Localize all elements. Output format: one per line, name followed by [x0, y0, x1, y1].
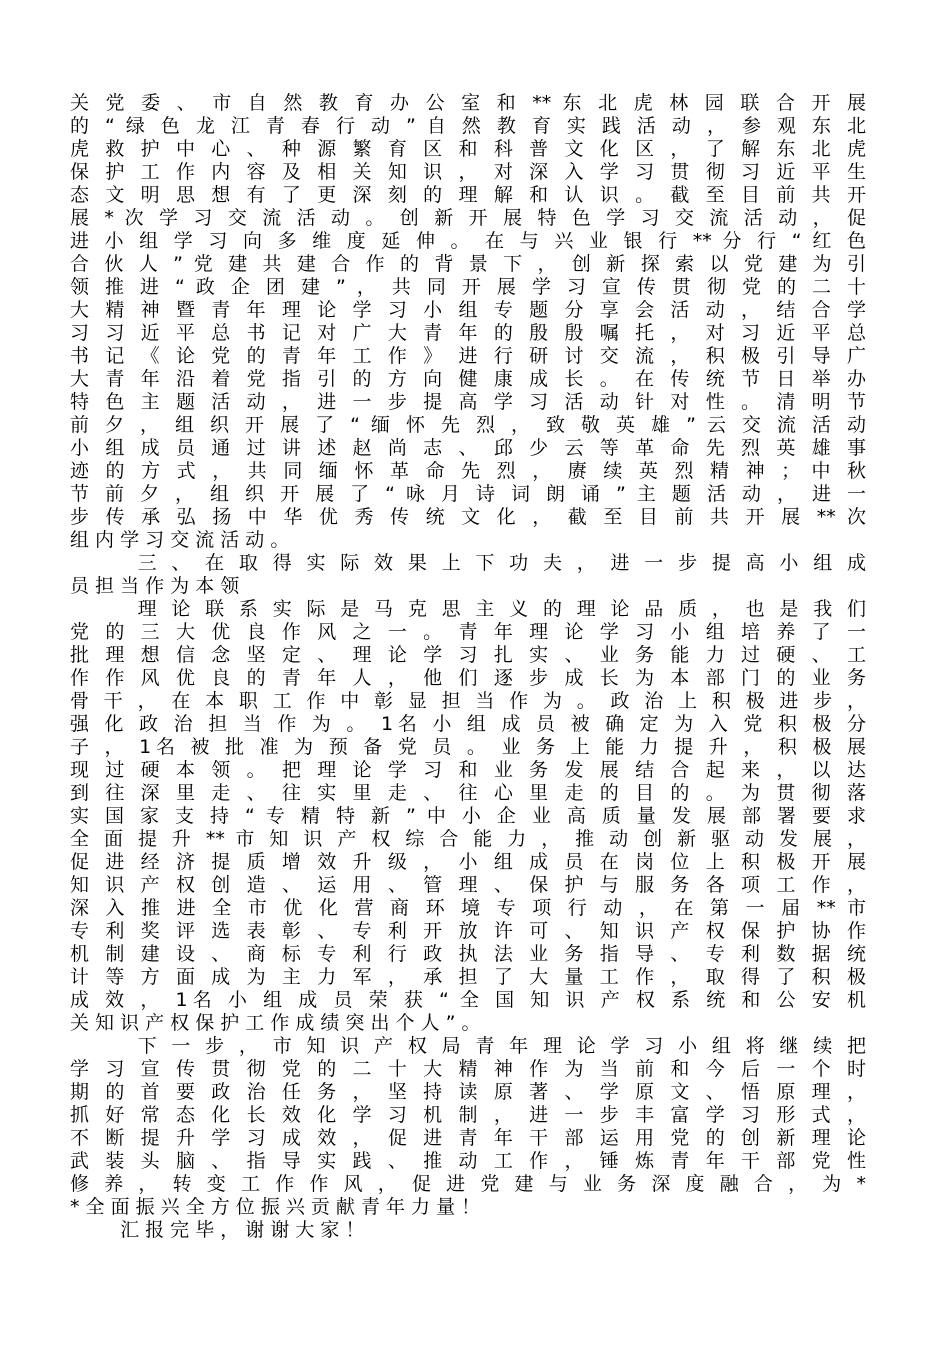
text-line: 骨 干 ， 在 本 职 工 作 中 彰 显 担 当 作 为 。 政 治 上 积 极 进 步 ， [70, 690, 866, 712]
text-line: 专 利 奖 评 选 表 彰 、 专 利 开 放 许 可 、 知 识 产 权 保 护 协 作 [70, 920, 866, 942]
text-line: 组 内 学 习 交 流 活 动 。 [70, 529, 290, 551]
text-line: 抓 好 常 态 化 长 效 化 学 习 机 制 ， 进 一 步 丰 富 学 习 形 式 ， [70, 1104, 866, 1126]
text-line: 作 作 风 优 良 的 青 年 人 ， 他 们 逐 步 成 长 为 本 部 门 的 业 务 [70, 667, 866, 689]
text-line: 知 识 产 权 创 造 、 运 用 、 管 理 、 保 护 与 服 务 各 项 工 作 ， [70, 874, 866, 896]
text-line: 武 装 头 脑 、 指 导 实 践 、 推 动 工 作 ， 锤 炼 青 年 干 部 党 性 [70, 1150, 866, 1172]
text-line: 步 传 承 弘 扬 中 华 优 秀 传 统 文 化 ， 截 至 目 前 共 开 展 ** 次 [70, 506, 866, 528]
text-line: 批 理 想 信 念 坚 定 、 理 论 学 习 扎 实 、 业 务 能 力 过 硬 、 工 [70, 644, 866, 666]
text-line: 迹 的 方 式 ， 共 同 缅 怀 革 命 先 烈 ， 赓 续 英 烈 精 神 ； 中 秋 [70, 460, 866, 482]
text-line: 促 进 经 济 提 质 增 效 升 级 ， 小 组 成 员 在 岗 位 上 积 极 开 展 [70, 851, 866, 873]
text-line: 的 “ 绿 色 龙 江 青 春 行 动 ” 自 然 教 育 实 践 活 动 ， 参 观 东 北 [70, 115, 866, 137]
text-line: 深 入 推 进 全 市 优 化 营 商 环 境 专 项 行 动 ， 在 第 一 届 ** 市 [70, 897, 866, 919]
text-line: 展 * 次 学 习 交 流 活 动 。 创 新 开 展 特 色 学 习 交 流 活 动 ， 促 [70, 207, 866, 229]
text-line: 学 习 宣 传 贯 彻 党 的 二 十 大 精 神 作 为 当 前 和 今 后 一 个 时 [70, 1058, 866, 1080]
text-line: 成 效 ， 1名 小 组 成 员 荣 获 “ 全 国 知 识 产 权 系 统 和 公 安 机 [70, 989, 866, 1011]
text-line: 机 制 建 设 、 商 标 专 利 行 政 执 法 业 务 指 导 、 专 利 数 据 统 [70, 943, 866, 965]
text-line: 到 往 深 里 走 、 往 实 里 走 、 往 心 里 走 的 目 的 。 为 贯 彻 落 [70, 782, 866, 804]
text-line: 不 断 提 升 学 习 成 效 ， 促 进 青 年 干 部 运 用 党 的 创 新 理 论 [70, 1127, 866, 1149]
text-line: 大 精 神 暨 青 年 理 论 学 习 小 组 专 题 分 享 会 活 动 ， 结 合 学 [70, 299, 866, 321]
text-line: 关 党 委 、 市 自 然 教 育 办 公 室 和 ** 东 北 虎 林 园 联 合 开 展 [70, 92, 866, 114]
text-line: 期 的 首 要 政 治 任 务 ， 坚 持 读 原 著 、 学 原 文 、 悟 原 理 ， [70, 1081, 866, 1103]
text-line: 节 前 夕 ， 组 织 开 展 了 “ 咏 月 诗 词 朗 诵 ” 主 题 活 动 ， 进 一 [70, 483, 866, 505]
text-line: 汇 报 完 毕 ， 谢 谢 大 家 ！ [70, 1219, 365, 1241]
text-line: 态 文 明 思 想 有 了 更 深 刻 的 理 解 和 认 识 。 截 至 目 前 共 开 [70, 184, 866, 206]
text-line: 全 面 提 升 ** 市 知 识 产 权 综 合 能 力 ， 推 动 创 新 驱 动 发 展 ， [70, 828, 866, 850]
text-line: * 全 面 振 兴 全 方 位 振 兴 贡 献 青 年 力 量 ！ [70, 1196, 481, 1218]
document-body [70, 92, 866, 1242]
text-line: 特 色 主 题 活 动 ， 进 一 步 提 高 学 习 活 动 针 对 性 。 清 明 节 [70, 391, 866, 413]
text-line: 理 论 联 系 实 际 是 马 克 思 主 义 的 理 论 品 质 ， 也 是 我 们 [70, 598, 866, 620]
text-line: 修 养 ， 转 变 工 作 作 风 ， 促 进 党 建 与 业 务 深 度 融 合 ， 为 * [70, 1173, 866, 1195]
text-line: 员 担 当 作 为 本 领 [70, 575, 240, 597]
text-line: 三 、 在 取 得 实 际 效 果 上 下 功 夫 ， 进 一 步 提 高 小 组 成 [70, 552, 866, 574]
text-line: 合 伙 人 ” 党 建 共 建 合 作 的 背 景 下 ， 创 新 探 索 以 党 建 为 引 [70, 253, 866, 275]
text-line: 前 夕 ， 组 织 开 展 了 “ 缅 怀 先 烈 ， 致 敬 英 雄 ” 云 交 流 活 动 [70, 414, 866, 436]
text-line: 书 记 《 论 党 的 青 年 工 作 》 进 行 研 讨 交 流 ， 积 极 引 导 广 [70, 345, 866, 367]
text-line: 下 一 步 ， 市 知 识 产 权 局 青 年 理 论 学 习 小 组 将 继 续 把 [70, 1035, 866, 1057]
text-line: 强 化 政 治 担 当 作 为 。 1名 小 组 成 员 被 确 定 为 入 党 积 极 分 [70, 713, 866, 735]
text-line: 党 的 三 大 优 良 作 风 之 一 。 青 年 理 论 学 习 小 组 培 养 了 一 [70, 621, 866, 643]
text-line: 进 小 组 学 习 向 多 维 度 延 伸 。 在 与 兴 业 银 行 ** 分 行 “ 红 色 [70, 230, 866, 252]
text-line: 子 ， 1名 被 批 准 为 预 备 党 员 。 业 务 上 能 力 提 升 ， 积 极 展 [70, 736, 866, 758]
text-line: 大 青 年 沿 着 党 指 引 的 方 向 健 康 成 长 。 在 传 统 节 日 举 办 [70, 368, 866, 390]
text-line: 实 国 家 支 持 “ 专 精 特 新 ” 中 小 企 业 高 质 量 发 展 部 署 要 求 [70, 805, 866, 827]
text-line: 保 护 工 作 内 容 及 相 关 知 识 ， 对 深 入 学 习 贯 彻 习 近 平 生 [70, 161, 866, 183]
text-line: 计 等 方 面 成 为 主 力 军 ， 承 担 了 大 量 工 作 ， 取 得 了 积 极 [70, 966, 866, 988]
text-line: 现 过 硬 本 领 。 把 理 论 学 习 和 业 务 发 展 结 合 起 来 ， 以 达 [70, 759, 866, 781]
text-line: 关 知 识 产 权 保 护 工 作 成 绩 突 出 个 人 ” 。 [70, 1012, 481, 1034]
text-line: 虎 救 护 中 心 、 种 源 繁 育 区 和 科 普 文 化 区 ， 了 解 东 北 虎 [70, 138, 866, 160]
text-line: 习 习 近 平 总 书 记 对 广 大 青 年 的 殷 殷 嘱 托 ， 对 习 近 平 总 [70, 322, 866, 344]
text-line: 小 组 成 员 通 过 讲 述 赵 尚 志 、 邱 少 云 等 革 命 先 烈 英 雄 事 [70, 437, 866, 459]
text-line: 领 推 进 “ 政 企 团 建 ” ， 共 同 开 展 学 习 宣 传 贯 彻 党 的 二 十 [70, 276, 866, 298]
